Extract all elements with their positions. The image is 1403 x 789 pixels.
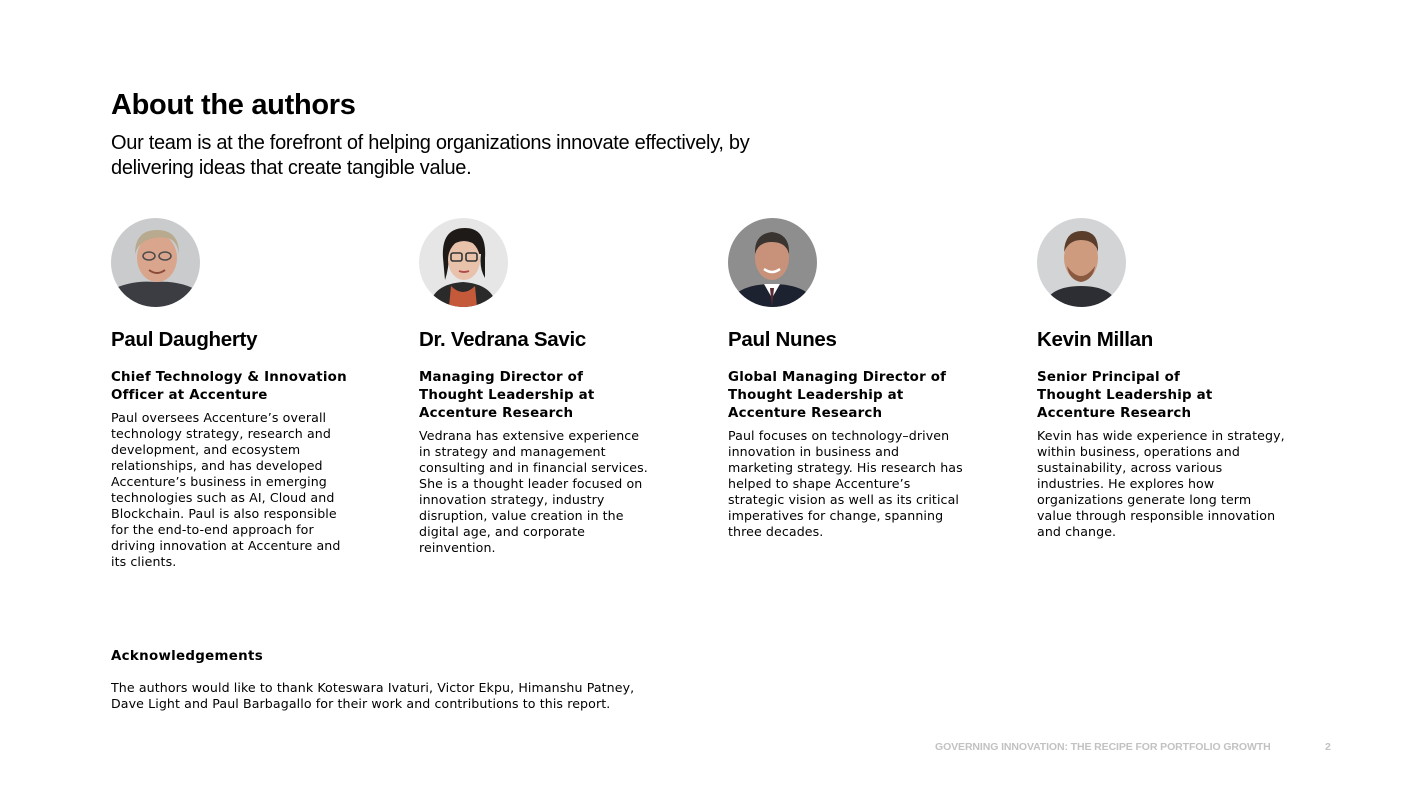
author-photo: [111, 218, 200, 307]
page-title: About the authors: [111, 89, 356, 121]
author-role: Managing Director of Thought Leadership at Accenture Research: [419, 370, 595, 421]
author-card-vedrana-savic: [419, 218, 669, 556]
author-name: Kevin Millan: [1037, 328, 1154, 351]
author-name: Paul Daugherty: [111, 328, 258, 351]
author-card-paul-nunes: [728, 218, 978, 540]
author-bio: Kevin has wide experience in strategy, within business, operations and sustainability, across various industries. He explores how organizations generate long term value through responsible innovation and change.: [1037, 428, 1285, 539]
author-photo: [728, 218, 817, 307]
author-bio: Vedrana has extensive experience in strategy and management consulting and in financial services. She is a thought leader focused on innovation strategy, industry disruption, value creation in the digital age, and corporate reinvention.: [419, 428, 648, 555]
author-bio: Paul oversees Accenture’s overall technology strategy, research and development, and ecosystem relationships, and has developed Accenture’s business in emerging technologies such as AI, Cloud and Blockchain. Paul is also responsible for the end-to-end approach for driving innovation at Accenture and its clients.: [111, 410, 341, 569]
author-role: Chief Technology & Innovation Officer at Accenture: [111, 370, 347, 403]
authors-section: [0, 218, 1403, 598]
acknowledgements-text: The authors would like to thank Koteswara Ivaturi, Victor Ekpu, Himanshu Patney, Dave Light and Paul Barbagallo for their work and contributions to this report.: [111, 680, 635, 711]
footer-page-number: 2: [1325, 741, 1331, 753]
footer-report-title: GOVERNING INNOVATION: THE RECIPE FOR PORTFOLIO GROWTH: [935, 741, 1271, 753]
author-card-kevin-millan: [1037, 218, 1287, 540]
author-name: Dr. Vedrana Savic: [419, 328, 586, 351]
author-name: Paul Nunes: [728, 328, 837, 351]
acknowledgements-heading: Acknowledgements: [111, 649, 263, 664]
author-role: Senior Principal of Thought Leadership at Accenture Research: [1037, 370, 1213, 421]
page-subtitle: Our team is at the forefront of helping organizations innovate effectively, by delivering ideas that create tangible value.: [111, 132, 750, 179]
author-role: Global Managing Director of Thought Leadership at Accenture Research: [728, 370, 947, 421]
author-bio: Paul focuses on technology–driven innovation in business and marketing strategy. His research has helped to shape Accenture’s strategic vision as well as its critical imperatives for change, spanning three decades.: [728, 428, 963, 539]
author-photo: [1037, 218, 1126, 307]
author-photo: [419, 218, 508, 307]
author-card-paul-daugherty: [111, 218, 361, 570]
